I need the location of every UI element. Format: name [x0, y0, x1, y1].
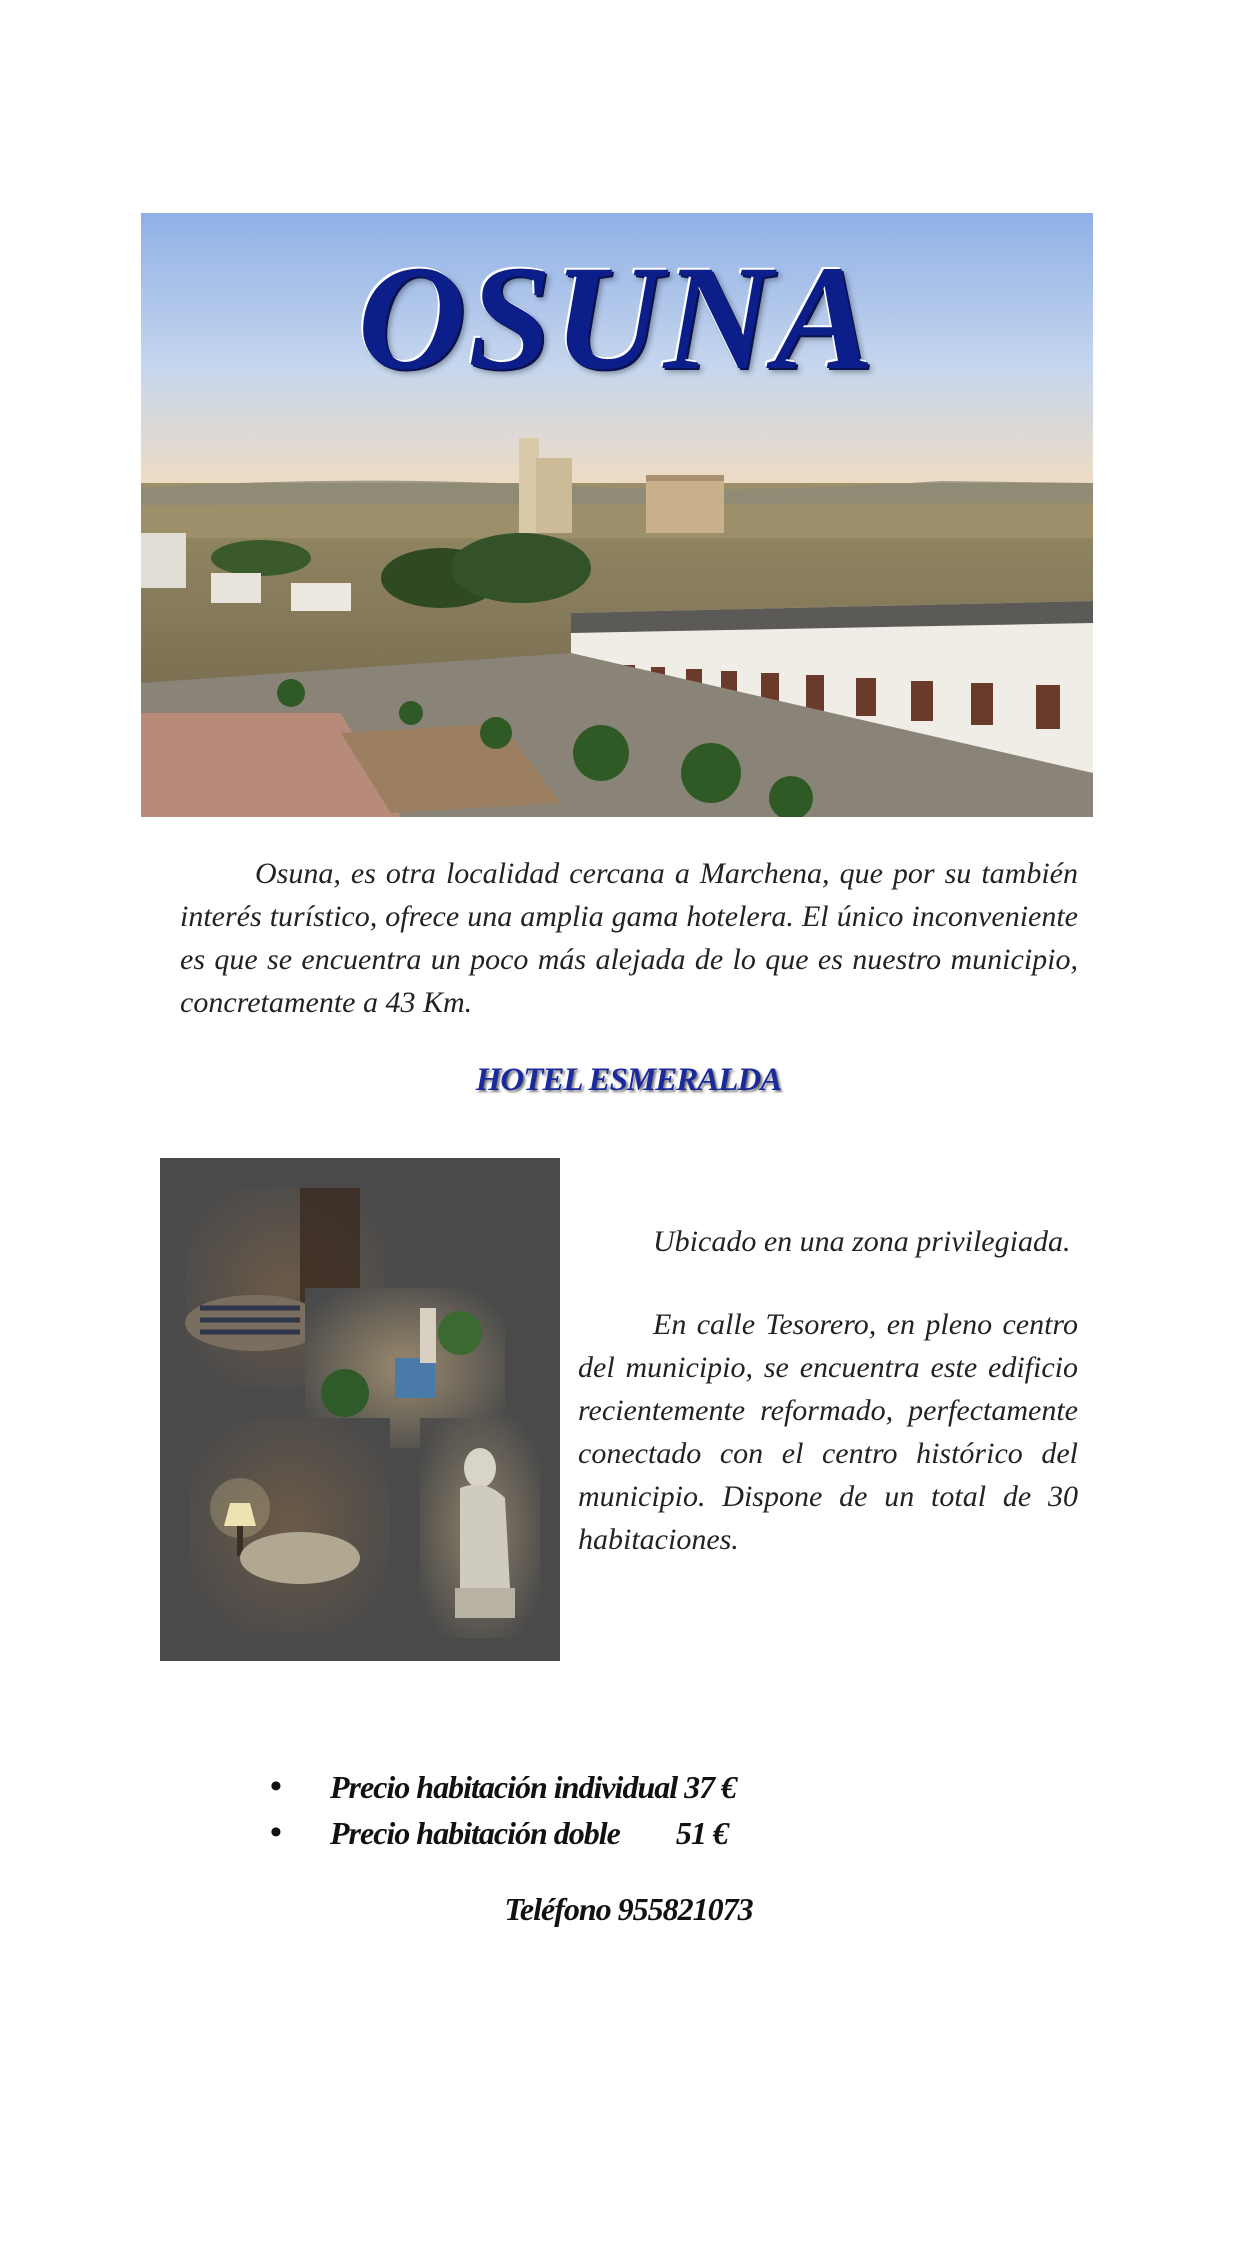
intro-paragraph: Osuna, es otra localidad cercana a Marchena, que por su también interés turístico, ofrece una amplia gama hotelera. El único inconveniente es que se encuentra un poco más alejada de lo que es nuestro municipio, concretamente a 43 Km.	[180, 857, 1078, 1019]
hotel-collage-photo	[160, 1158, 560, 1661]
hotel-photo	[160, 1158, 560, 1661]
price-list	[260, 1764, 736, 1856]
hotel-description: En calle Tesorero, en pleno centro del municipio, se encuentra este edificio recientemente reformado, perfectamente conectado con el centro histórico del municipio. Dispone de un total de 30 habitaciones.	[578, 1308, 1078, 1556]
phone-number: Teléfono 955821073	[504, 1891, 753, 1927]
hero-photo	[141, 213, 1093, 817]
price-double-room: • Precio habitación doble 51 €	[260, 1810, 736, 1856]
price-single-room: • Precio habitación individual 37 €	[260, 1764, 736, 1810]
hotel-name-heading: HOTEL ESMERALDA	[475, 1062, 782, 1098]
hero-title: OSUNA	[357, 235, 877, 401]
hotel-tagline: Ubicado en una zona privilegiada.	[653, 1225, 1071, 1258]
